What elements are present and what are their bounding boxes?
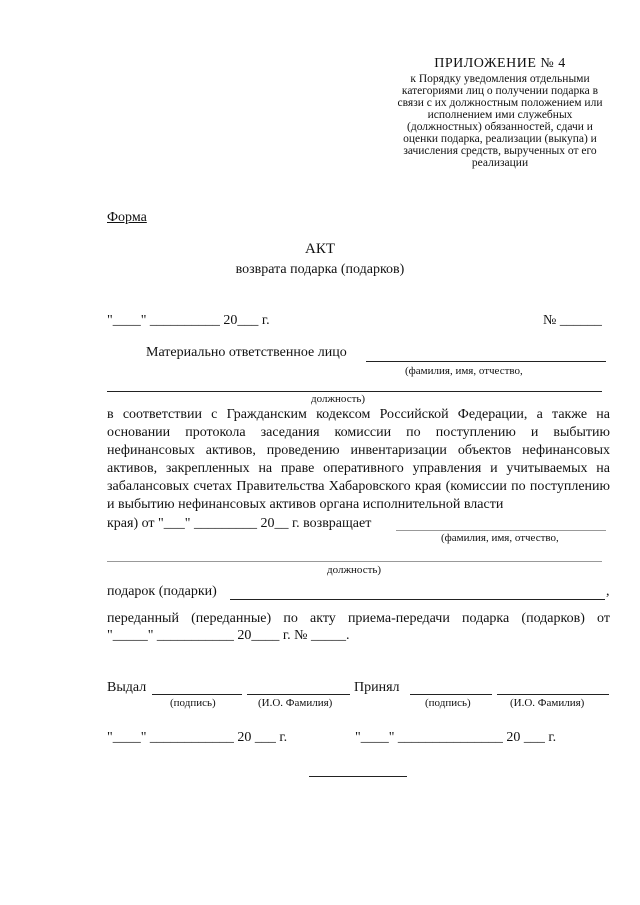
act-number: № ______ [543, 313, 602, 328]
received-name-hint: (И.О. Фамилия) [510, 697, 585, 709]
responsible-label: Материально ответственное лицо [146, 345, 347, 360]
act-date: "____" __________ 20___ г. [107, 313, 270, 328]
body-last-line: края) от "___" _________ 20__ г. возвращает [107, 516, 372, 531]
appendix-description: к Порядку уведомления отдельными категориями лиц о получении подарка в связи с их должностным положением или исполнением ими служебных (должностных) обязанностей, сдачи и оценки подарка, реализации (выкупа) и зачисления средств, вырученных от его реализации [397, 73, 603, 169]
gift-line [230, 599, 605, 600]
gift-transfer-line: переданный (переданные) по акту приема-передачи подарка (подарков) от [107, 611, 610, 626]
responsible-position-line [107, 391, 602, 392]
responsible-position-hint: должность) [311, 393, 366, 405]
gift-label: подарок (подарки) [107, 584, 217, 599]
responsible-fio-line [366, 361, 606, 362]
gift-comma: , [606, 584, 610, 599]
issued-signature-line [152, 694, 242, 695]
return-position-line [107, 561, 602, 562]
received-signature-line [410, 694, 492, 695]
appendix-title: ПРИЛОЖЕНИЕ № 4 [434, 56, 566, 71]
received-signature-hint: (подпись) [425, 697, 471, 709]
issued-name-hint: (И.О. Фамилия) [258, 697, 333, 709]
issued-name-line [247, 694, 350, 695]
act-title: АКТ [305, 241, 335, 257]
received-date: "____" _______________ 20 ___ г. [355, 730, 557, 745]
return-fio-line [396, 530, 606, 531]
act-subtitle: возврата подарка (подарков) [235, 262, 405, 277]
issued-date: "____" ____________ 20 ___ г. [107, 730, 288, 745]
form-label: Форма [107, 210, 147, 225]
issued-signature-hint: (подпись) [170, 697, 216, 709]
return-fio-hint: (фамилия, имя, отчество, [441, 532, 559, 544]
received-label: Принял [354, 680, 400, 695]
closing-line [309, 776, 407, 777]
gift-transfer-date: "_____" ___________ 20____ г. № _____. [107, 628, 350, 643]
issued-label: Выдал [107, 680, 147, 695]
return-position-hint: должность) [327, 564, 382, 576]
received-name-line [497, 694, 609, 695]
appendix-block [390, 56, 610, 169]
body-paragraph: в соответствии с Гражданским кодексом Российской Федерации, а также на основании протокола заседания комиссии по поступлению и выбытию нефинансовых активов, проведению инвентаризации объектов нефинансовых активов, закрепленных на праве оперативного управления и учитываемых на забалансовых счетах Правительства Хабаровского края (комиссии по поступлению и выбытию нефинансовых активов органа исполнительной власти [107, 407, 610, 512]
responsible-fio-hint: (фамилия, имя, отчество, [405, 365, 523, 377]
